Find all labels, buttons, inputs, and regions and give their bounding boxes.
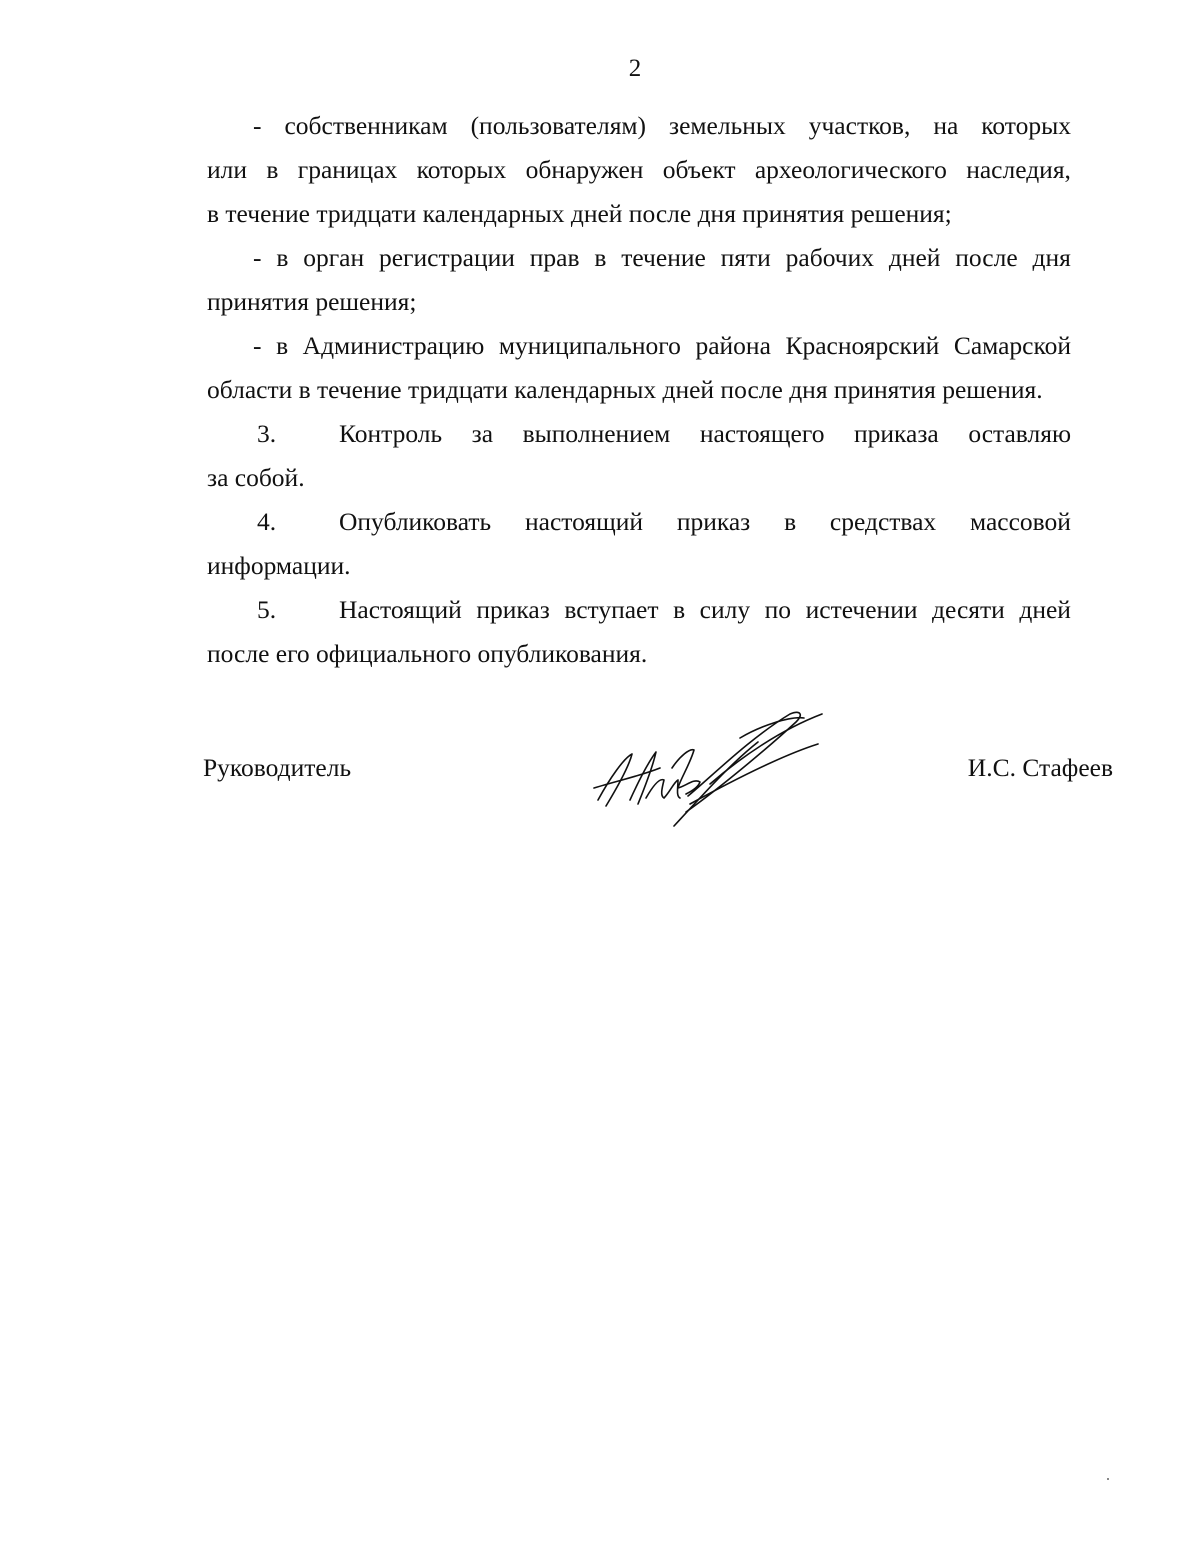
word: оставляю bbox=[968, 419, 1071, 448]
word: течение bbox=[621, 243, 706, 272]
bullet-2-line-1 bbox=[253, 236, 1071, 280]
word: настоящий bbox=[524, 507, 643, 536]
item-3-line-2: за собой. bbox=[207, 463, 305, 492]
word: орган bbox=[303, 243, 365, 272]
bullet-2-line-2: принятия решения; bbox=[207, 287, 417, 316]
word: или bbox=[207, 155, 248, 184]
numbered-item-3 bbox=[207, 412, 1071, 456]
word: пяти bbox=[720, 243, 771, 272]
word: массовой bbox=[970, 507, 1071, 536]
word: силу bbox=[699, 595, 751, 624]
word: на bbox=[933, 111, 959, 140]
word: в bbox=[266, 155, 279, 184]
word: наследия, bbox=[966, 155, 1071, 184]
bullet-1-line-1 bbox=[253, 104, 1071, 148]
item-4-line-2: информации. bbox=[207, 551, 351, 580]
item-5-line-2: после его официального опубликования. bbox=[207, 639, 648, 668]
word: в bbox=[784, 507, 797, 536]
word: истечении bbox=[805, 595, 918, 624]
word: после bbox=[955, 243, 1018, 272]
word: дней bbox=[1019, 595, 1071, 624]
signatory-title: Руководитель bbox=[203, 753, 352, 782]
word: приказ bbox=[476, 595, 550, 624]
item-3-number: 3. bbox=[257, 419, 277, 448]
word: - bbox=[253, 331, 262, 360]
bullet-1-line-3: в течение тридцати календарных дней после дня принятия решения; bbox=[207, 199, 952, 228]
document-body bbox=[207, 104, 1071, 676]
word: обнаружен bbox=[525, 155, 644, 184]
word: Настоящий bbox=[339, 595, 462, 624]
page-number: 2 bbox=[628, 55, 642, 82]
word: в bbox=[594, 243, 607, 272]
item-3-line-1 bbox=[339, 412, 1071, 456]
word: собственникам bbox=[284, 111, 448, 140]
item-5-number: 5. bbox=[257, 595, 277, 624]
word: дня bbox=[1032, 243, 1071, 272]
word: рабочих bbox=[785, 243, 875, 272]
word: Контроль bbox=[339, 419, 443, 448]
item-4-line-1 bbox=[339, 500, 1071, 544]
word: объект bbox=[662, 155, 736, 184]
word: приказа bbox=[854, 419, 939, 448]
bullet-paragraph-2 bbox=[207, 236, 1071, 280]
word: которых bbox=[416, 155, 507, 184]
word: которых bbox=[981, 111, 1071, 140]
word: в bbox=[276, 243, 289, 272]
word: дней bbox=[888, 243, 941, 272]
word: прав bbox=[529, 243, 580, 272]
word: Администрацию bbox=[302, 331, 485, 360]
word: за bbox=[471, 419, 494, 448]
word: вступает bbox=[564, 595, 659, 624]
numbered-item-5 bbox=[207, 588, 1071, 632]
word: средствах bbox=[829, 507, 937, 536]
word: приказ bbox=[676, 507, 751, 536]
word: выполнением bbox=[522, 419, 671, 448]
word: археологического bbox=[754, 155, 947, 184]
scan-artifact bbox=[1107, 1478, 1109, 1480]
word: в bbox=[276, 331, 289, 360]
word: (пользователям) bbox=[470, 111, 647, 140]
word: района bbox=[695, 331, 771, 360]
signatory-name: И.С. Стафеев bbox=[967, 753, 1113, 782]
word: в bbox=[673, 595, 686, 624]
word: земельных bbox=[669, 111, 786, 140]
item-5-line-1 bbox=[339, 588, 1071, 632]
word: регистрации bbox=[378, 243, 515, 272]
word: муниципального bbox=[498, 331, 681, 360]
word: Красноярский bbox=[785, 331, 940, 360]
word: Самарской bbox=[953, 331, 1071, 360]
handwritten-signature-icon bbox=[590, 708, 830, 828]
bullet-3-line-1 bbox=[253, 324, 1071, 368]
word: настоящего bbox=[699, 419, 825, 448]
word: десяти bbox=[932, 595, 1005, 624]
word: - bbox=[253, 111, 262, 140]
item-4-number: 4. bbox=[257, 507, 277, 536]
bullet-3-line-2: области в течение тридцати календарных дней после дня принятия решения. bbox=[207, 375, 1043, 404]
bullet-paragraph-3 bbox=[207, 324, 1071, 368]
word: Опубликовать bbox=[339, 507, 492, 536]
numbered-item-4 bbox=[207, 500, 1071, 544]
word: по bbox=[764, 595, 792, 624]
word: - bbox=[253, 243, 262, 272]
word: участков, bbox=[808, 111, 911, 140]
bullet-1-line-2 bbox=[207, 148, 1071, 192]
bullet-paragraph-1 bbox=[207, 104, 1071, 148]
word: границах bbox=[297, 155, 398, 184]
